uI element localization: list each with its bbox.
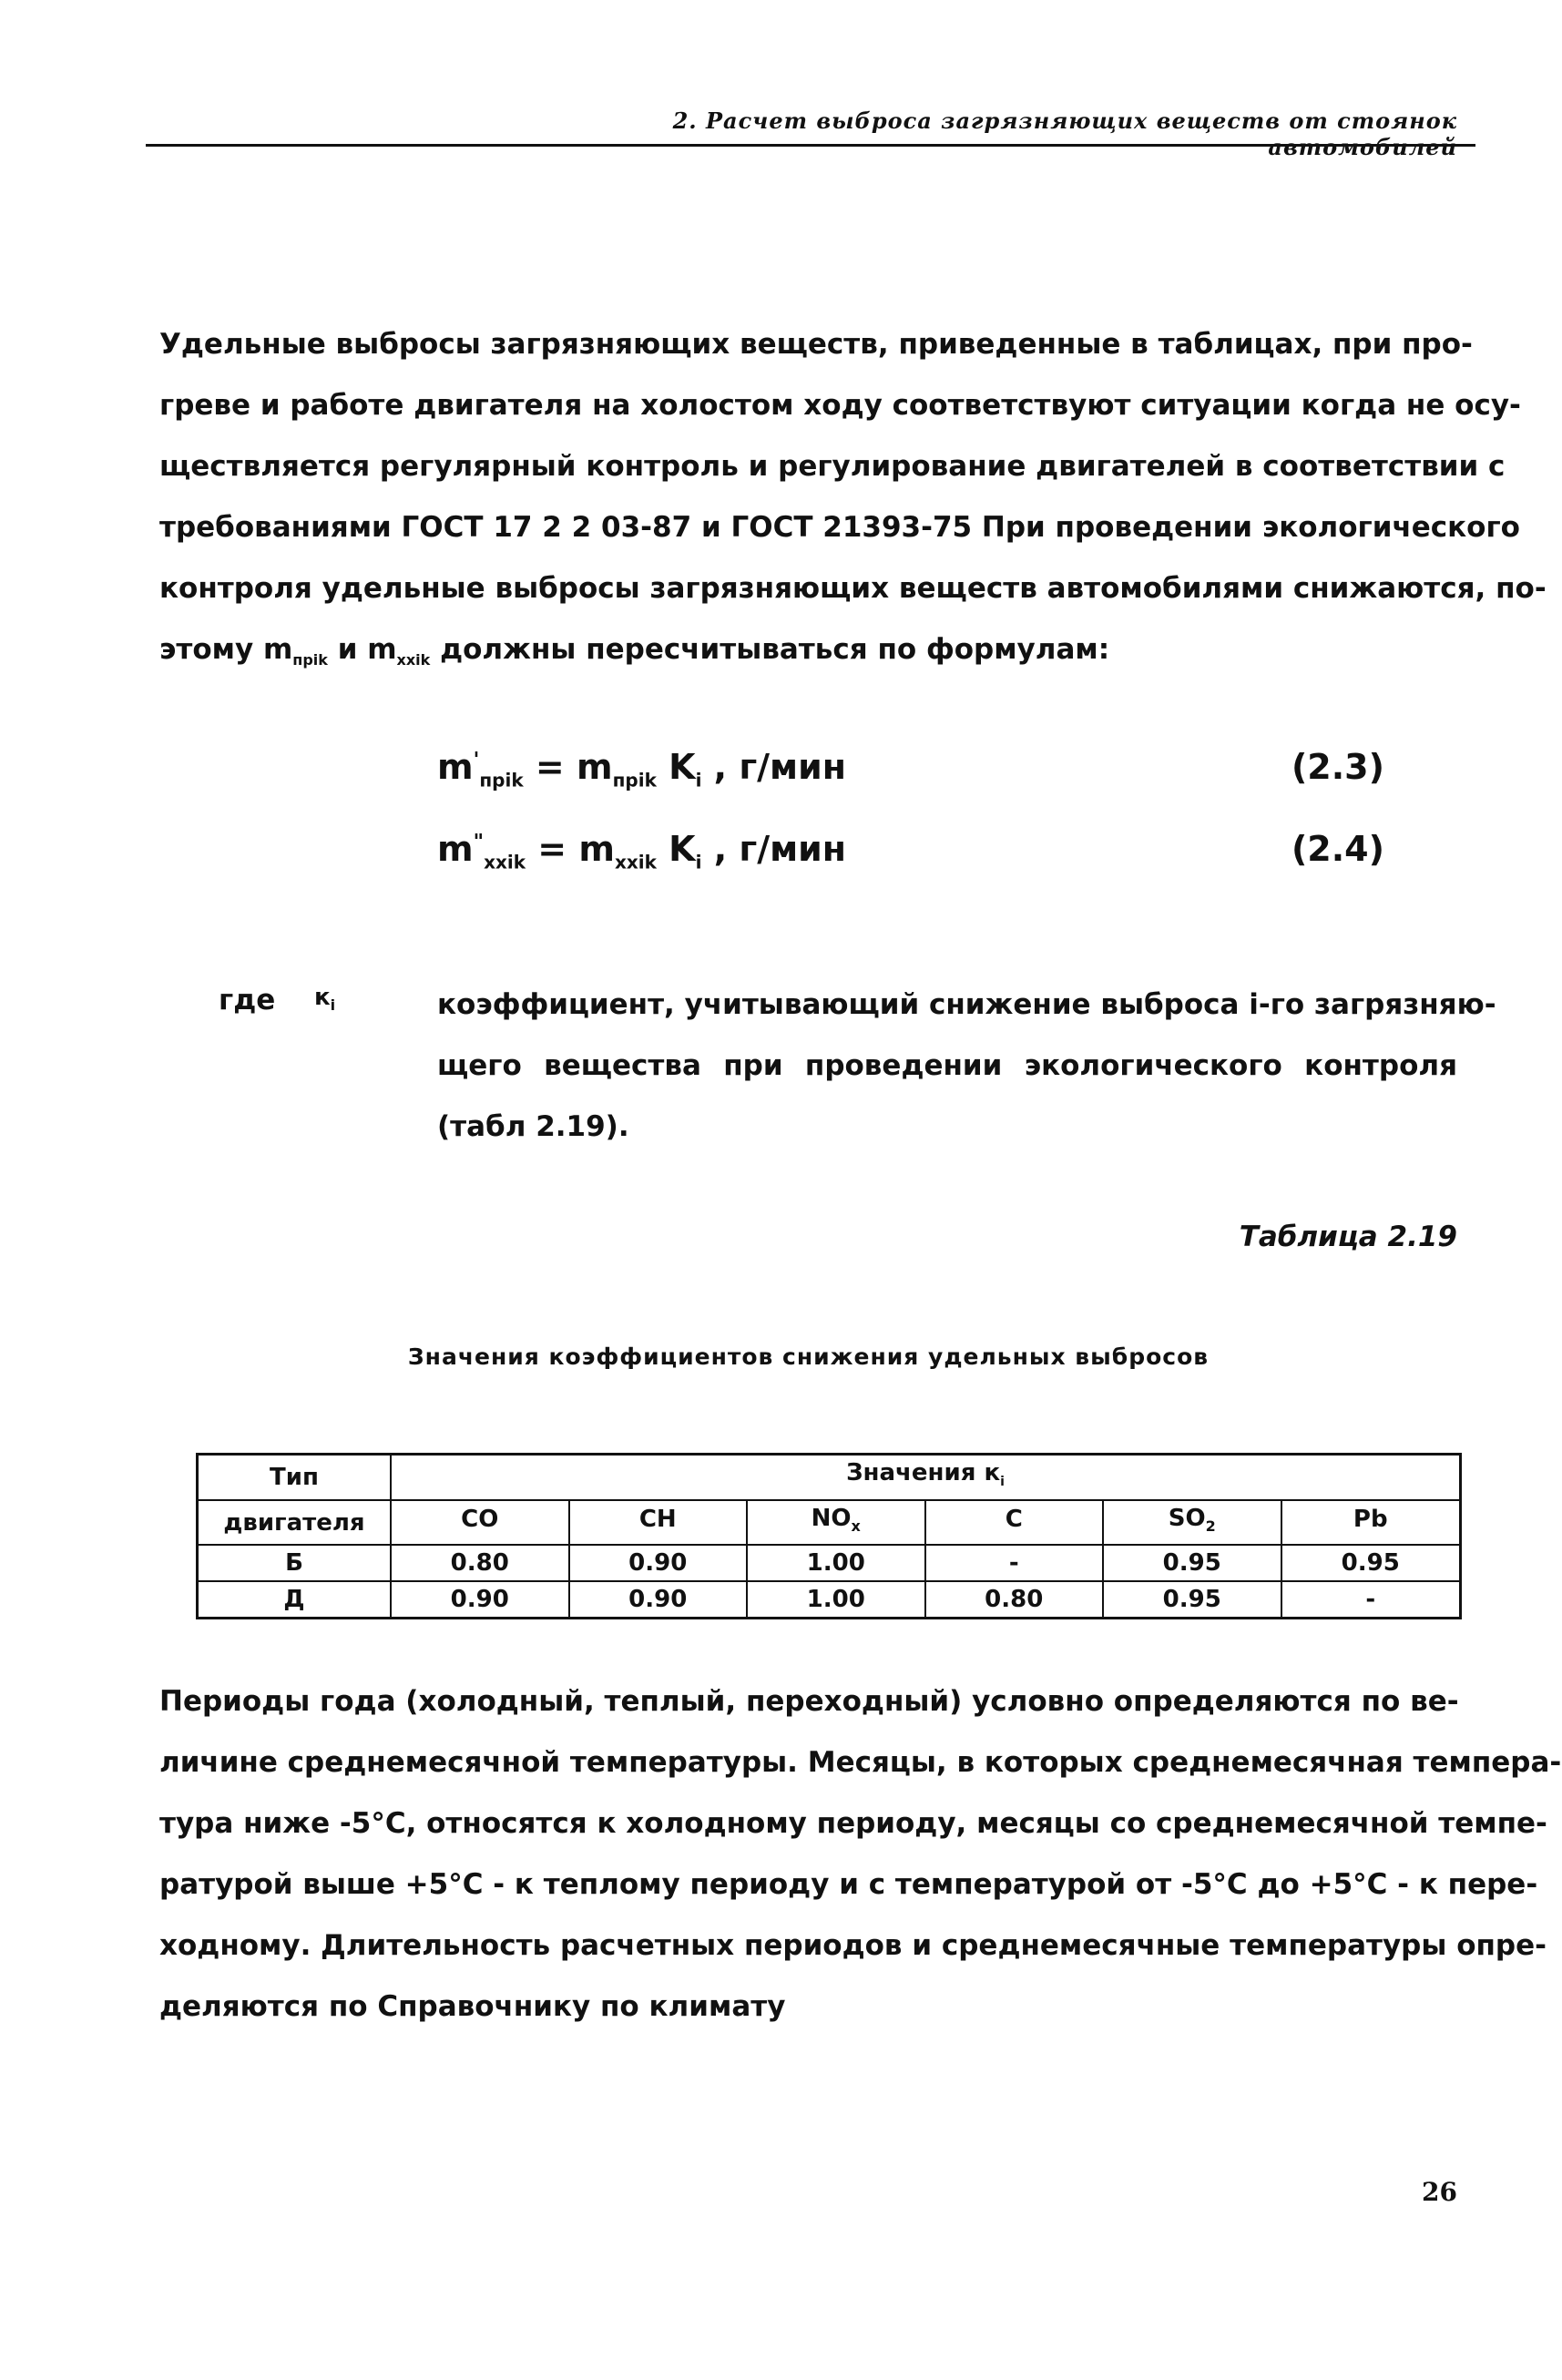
column-header: C (925, 1500, 1104, 1545)
formula-2-3 (437, 747, 1384, 802)
engine-type: Д (198, 1581, 392, 1619)
formula-expression: $m^"_{xxik} = m_{xxik}$ $K_i$ , г/мин (437, 829, 847, 873)
column-header: CO (391, 1500, 569, 1545)
formula-2-4 (437, 829, 1384, 884)
periods-line: тура ниже -5°С, относятся к холодному периоду, месяцы со среднемесячной темпе- (159, 1807, 1547, 1840)
where-label: где (219, 984, 276, 1016)
where-definition (437, 975, 1496, 1158)
page-number: 26 (1422, 2177, 1457, 2207)
column-header: Pb (1281, 1500, 1461, 1545)
table-cell: 0.80 (925, 1581, 1104, 1619)
periods-line: деляются по Справочнику по климату (159, 1990, 786, 2023)
table-row (198, 1581, 1461, 1619)
periods-paragraph (159, 1671, 1562, 2038)
type-header: двигателя (198, 1500, 392, 1545)
table-cell: - (1281, 1581, 1461, 1619)
periods-line: ходному. Длительность расчетных периодов и среднемесячные температуры опре- (159, 1929, 1547, 1962)
values-header: Значения $к_i$ (391, 1455, 1461, 1501)
running-header: 2. Расчет выброса загрязняющих веществ от стоянок автомобилей (672, 107, 1457, 160)
where-symbol: $к_i$ (314, 984, 336, 1015)
column-header: CH (569, 1500, 748, 1545)
engine-type: Б (198, 1545, 392, 1581)
table-cell: 0.90 (391, 1581, 569, 1619)
formula-number: (2.3) (1291, 747, 1384, 787)
table-cell: 0.95 (1103, 1545, 1281, 1581)
table-cell: 0.90 (569, 1581, 748, 1619)
table-cell: - (925, 1545, 1104, 1581)
column-header: $NO_x$ (747, 1500, 925, 1545)
intro-line: Удельные выбросы загрязняющих веществ, приведенные в таблицах, при про- (159, 328, 1473, 361)
header-rule (146, 144, 1475, 147)
where-line: щего вещества при проведении экологического контроля (437, 1049, 1457, 1082)
table-cell: 0.95 (1281, 1545, 1461, 1581)
table-caption: Значения коэффициентов снижения удельных выбросов (407, 1343, 1210, 1370)
intro-line: контроля удельные выбросы загрязняющих веществ автомобилями снижаются, по- (159, 572, 1547, 605)
where-line: коэффициент, учитывающий снижение выброса i-го загрязняю- (437, 988, 1496, 1021)
column-header: $SO_2$ (1103, 1500, 1281, 1545)
table-label: Таблица 2.19 (1239, 1221, 1457, 1253)
table-cell: 1.00 (747, 1581, 925, 1619)
table-cell: 0.95 (1103, 1581, 1281, 1619)
intro-line: ществляется регулярный контроль и регулирование двигателей в соответствии с (159, 450, 1506, 483)
intro-line: требованиями ГОСТ 17 2 2 03-87 и ГОСТ 21393-75 При проведении экологического (159, 511, 1520, 544)
where-line: (табл 2.19). (437, 1110, 629, 1143)
periods-line: личине среднемесячной температуры. Месяцы, в которых среднемесячная темпера- (159, 1746, 1562, 1779)
table-cell: 1.00 (747, 1545, 925, 1581)
formula-number: (2.4) (1291, 829, 1384, 869)
intro-line-last: этому $m_{прik}$ и $m_{xxik}$ должны пересчитываться по формулам: (159, 633, 1110, 669)
intro-line: греве и работе двигателя на холостом ходу соответствуют ситуации когда не осу- (159, 389, 1521, 422)
periods-line: Периоды года (холодный, теплый, переходный) условно определяются по ве- (159, 1685, 1459, 1718)
coefficients-table (196, 1453, 1462, 1619)
table-row (198, 1545, 1461, 1581)
intro-paragraph (159, 314, 1547, 690)
type-header: Тип (198, 1455, 392, 1501)
table-cell: 0.80 (391, 1545, 569, 1581)
periods-line: ратурой выше +5°С - к теплому периоду и с температурой от -5°С до +5°С - к пере- (159, 1868, 1538, 1901)
formula-expression: $m'_{прik} = m_{прik}$ $K_i$ , г/мин (437, 747, 846, 792)
table-cell: 0.90 (569, 1545, 748, 1581)
